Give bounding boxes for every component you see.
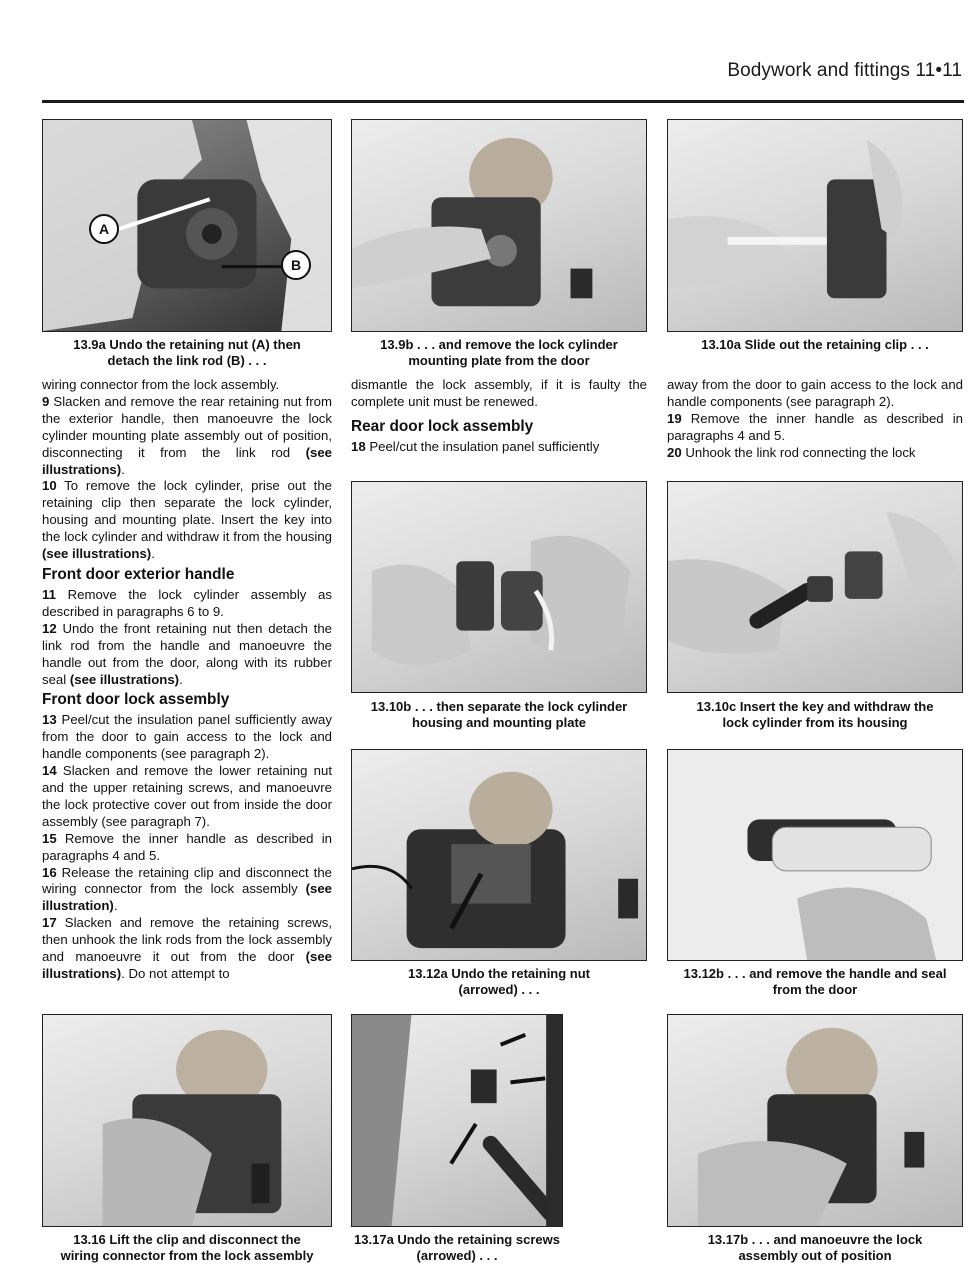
caption-13-10c: 13.10c Insert the key and withdraw the lock cylinder from its housing	[696, 699, 934, 730]
paragraph-18: 18 Peel/cut the insulation panel sufficiently	[351, 438, 600, 454]
caption-13-12b: 13.12b . . . and remove the handle and seal from the door	[683, 966, 947, 997]
photo-13-16	[42, 1014, 332, 1227]
paragraph-14: 14 Slacken and remove the lower retaining nut and the upper retaining screws, and manoeuvre the lock protective cover out from inside the door assembly (see paragraph 7).	[42, 763, 332, 829]
photo-13-10b	[351, 481, 647, 693]
photo-13-9a	[42, 119, 332, 332]
caption-13-9a: 13.9a Undo the retaining nut (A) then detach the link rod (B) . . .	[73, 337, 301, 368]
paragraph-15: 15 Remove the inner handle as described in paragraphs 4 and 5.	[42, 830, 332, 863]
heading-rear-door-lock-assembly: Rear door lock assembly	[351, 417, 534, 435]
caption-13-12a: 13.12a Undo the retaining nut (arrowed) . . .	[407, 966, 591, 997]
paragraph-19: 19 Remove the inner handle as described in paragraphs 4 and 5.	[667, 410, 963, 443]
paragraph-11: 11 Remove the lock cylinder assembly as described in paragraphs 6 to 9.	[42, 586, 332, 619]
paragraph-16: 16 Release the retaining clip and disconnect the wiring connector from the lock assembly (see illustration).	[42, 864, 332, 914]
photo-13-12a	[351, 749, 647, 961]
photo-13-10c	[667, 481, 963, 693]
caption-13-16: 13.16 Lift the clip and disconnect the wiring connector from the lock assembly	[60, 1232, 314, 1263]
caption-13-9b: 13.9b . . . and remove the lock cylinder mounting plate from the door	[380, 337, 618, 368]
paragraph: away from the door to gain access to the lock and handle components (see paragraph 2).	[667, 377, 963, 409]
paragraph: wiring connector from the lock assembly.	[42, 377, 280, 392]
paragraph-10: 10 To remove the lock cylinder, prise out the retaining clip then separate the lock cylinder, housing and mounting plate. Insert the key into the lock cylinder and withdraw it from the housing (see illustrations).	[42, 478, 332, 562]
heading-front-door-exterior-handle: Front door exterior handle	[42, 565, 235, 583]
photo-13-12b	[667, 749, 963, 961]
paragraph-12: 12 Undo the front retaining nut then detach the link rod from the handle and manoeuvre the handle out from the door, along with its rubber seal (see illustrations).	[42, 620, 332, 687]
callout-b: B	[281, 250, 311, 280]
caption-13-10a: 13.10a Slide out the retaining clip . . .	[701, 337, 929, 352]
paragraph-13: 13 Peel/cut the insulation panel sufficiently away from the door to gain access to the lock and handle components (see paragraph 2).	[42, 712, 332, 762]
text-column-1	[42, 377, 332, 983]
text-column-3	[667, 377, 963, 462]
heading-front-door-lock-assembly: Front door lock assembly	[42, 691, 230, 709]
text-column-2	[351, 377, 647, 456]
caption-13-10b: 13.10b . . . then separate the lock cylinder housing and mounting plate	[370, 699, 628, 730]
caption-13-17a: 13.17a Undo the retaining screws (arrowed) . . .	[354, 1232, 560, 1263]
paragraph-20: 20 Unhook the link rod connecting the lock	[667, 444, 916, 460]
header-rule	[42, 100, 964, 103]
page-header-title: Bodywork and fittings 11•11	[727, 60, 962, 81]
photo-13-9b	[351, 119, 647, 332]
photo-13-17a	[351, 1014, 563, 1227]
paragraph: dismantle the lock assembly, if it is faulty the complete unit must be renewed.	[351, 377, 647, 409]
photo-13-17b	[667, 1014, 963, 1227]
paragraph-9: 9 Slacken and remove the rear retaining nut from the exterior handle, then manoeuvre the lock cylinder mounting plate assembly out of position, disconnecting it from the link rod (see illustrations).	[42, 393, 332, 477]
photo-13-10a	[667, 119, 963, 332]
caption-13-17b: 13.17b . . . and manoeuvre the lock assembly out of position	[707, 1232, 923, 1263]
paragraph-17: 17 Slacken and remove the retaining screws, then unhook the link rods from the lock assembly and manoeuvre it out from the door (see illustrations). Do not attempt to	[42, 915, 332, 981]
callout-a: A	[89, 214, 119, 244]
